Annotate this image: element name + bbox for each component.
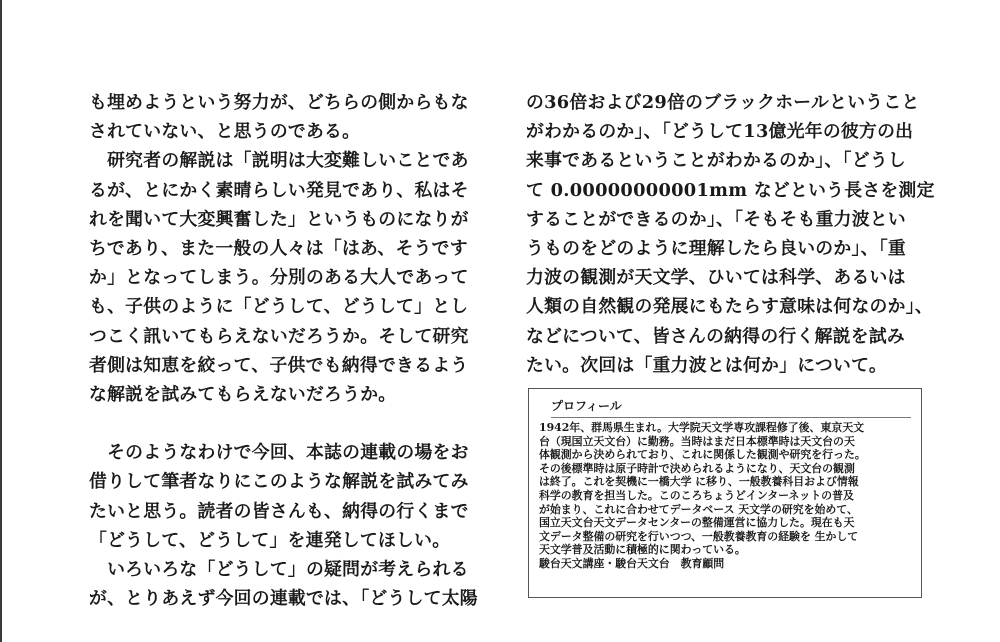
profile-line: 文データ整備の研究を行いつつ、一般教養教育の経験を 生かして: [539, 529, 859, 543]
body-line: れを聞いて大変興奮した」というものになりが: [89, 208, 469, 230]
body-line: たい。次回は「重力波とは何か」について。: [526, 354, 887, 376]
body-line: 人類の自然観の発展にもたらす意味は何なのか」、: [526, 296, 933, 318]
left-text-column: [89, 88, 491, 613]
body-line: な解説を試みてもらえないだろうか。: [89, 384, 397, 406]
profile-line: は終了。これを契機に一橋大学 に移り、一般教養科目および情報: [539, 475, 859, 489]
profile-line: 駿台天文講座・駿台天文台 教育顧問: [539, 556, 725, 570]
body-line: されていない、と思うのである。: [89, 121, 361, 143]
body-line: つこく訊いてもらえないだろうか。そして研究: [89, 325, 469, 347]
body-line: たいと思う。読者の皆さんも、納得の行くまで: [89, 500, 469, 522]
right-text-column: [526, 88, 935, 380]
profile-box: [528, 388, 922, 598]
body-line: か」となってしまう。分別のある大人であって: [89, 267, 469, 289]
body-line: することができるのか」、「そもそも重力波とい: [526, 208, 906, 230]
profile-line: 科学の教育を担当した。このころちょうどインターネットの普及: [539, 488, 854, 502]
body-line: 「どうして、どうして」を連発してほしい。: [89, 529, 451, 551]
body-line: がわかるのか」、「どうして13億光年の彼方の出: [526, 121, 914, 143]
profile-body: [539, 421, 911, 571]
profile-line: 体観測から決められており、これに関係した観測や研究を行った。: [539, 448, 866, 462]
body-line: などについて、皆さんの納得の行く解説を試み: [526, 325, 905, 347]
body-line: 来事であるということがわかるのか」、「どうし: [526, 150, 906, 172]
profile-line: 台（現国立天文台）に勤務。当時はまだ日本標準時は天文台の天: [539, 434, 855, 448]
body-line: いろいろな「どうして」の疑問が考えられる: [89, 559, 469, 581]
body-line: も、子供のように「どうして、どうして」とし: [89, 296, 469, 318]
body-line: て 0.00000000001mm などという長さを測定: [526, 179, 935, 201]
body-line: うものをどのように理解したら良いのか」、「重: [526, 238, 906, 260]
body-line: 研究者の解説は「説明は大変難しいことであ: [89, 150, 469, 172]
body-line: 者側は知恵を絞って、子供でも納得できるよう: [89, 354, 469, 376]
profile-line: その後標準時は原子時計で決められるようになり、天文台の観測: [539, 461, 855, 475]
profile-title: プロフィール: [551, 397, 911, 418]
body-line: ちであり、また一般の人々は「はあ、そうです: [89, 238, 468, 260]
profile-line: 天文学普及活動に積極的に関わっている。: [539, 543, 746, 557]
body-line: そのようなわけで今回、本誌の連載の場をお: [89, 442, 469, 464]
page-edge-line: [0, 0, 2, 642]
body-line: が、とりあえず今回の連載では、「どうして太陽: [89, 588, 478, 610]
profile-line: が始まり、これに合わせてデータベース 天文学の研究を始めて、: [539, 502, 858, 516]
body-line: るが、とにかく素晴らしい発見であり、私はそ: [89, 179, 469, 201]
body-line: 借りして筆者なりにこのような解説を試みてみ: [89, 471, 469, 493]
body-line: 力波の観測が天文学、ひいては科学、あるいは: [526, 267, 906, 289]
body-line: も埋めようという努力が、どちらの側からもな: [89, 92, 469, 113]
profile-line: 国立天文台天文データセンターの整備運営に協力した。現在も天: [539, 516, 855, 530]
body-line: の36倍および29倍のブラックホールということ: [526, 92, 920, 113]
profile-line: 1942年、群馬県生まれ。大学院天文学専攻課程修了後、東京天文: [539, 421, 865, 434]
